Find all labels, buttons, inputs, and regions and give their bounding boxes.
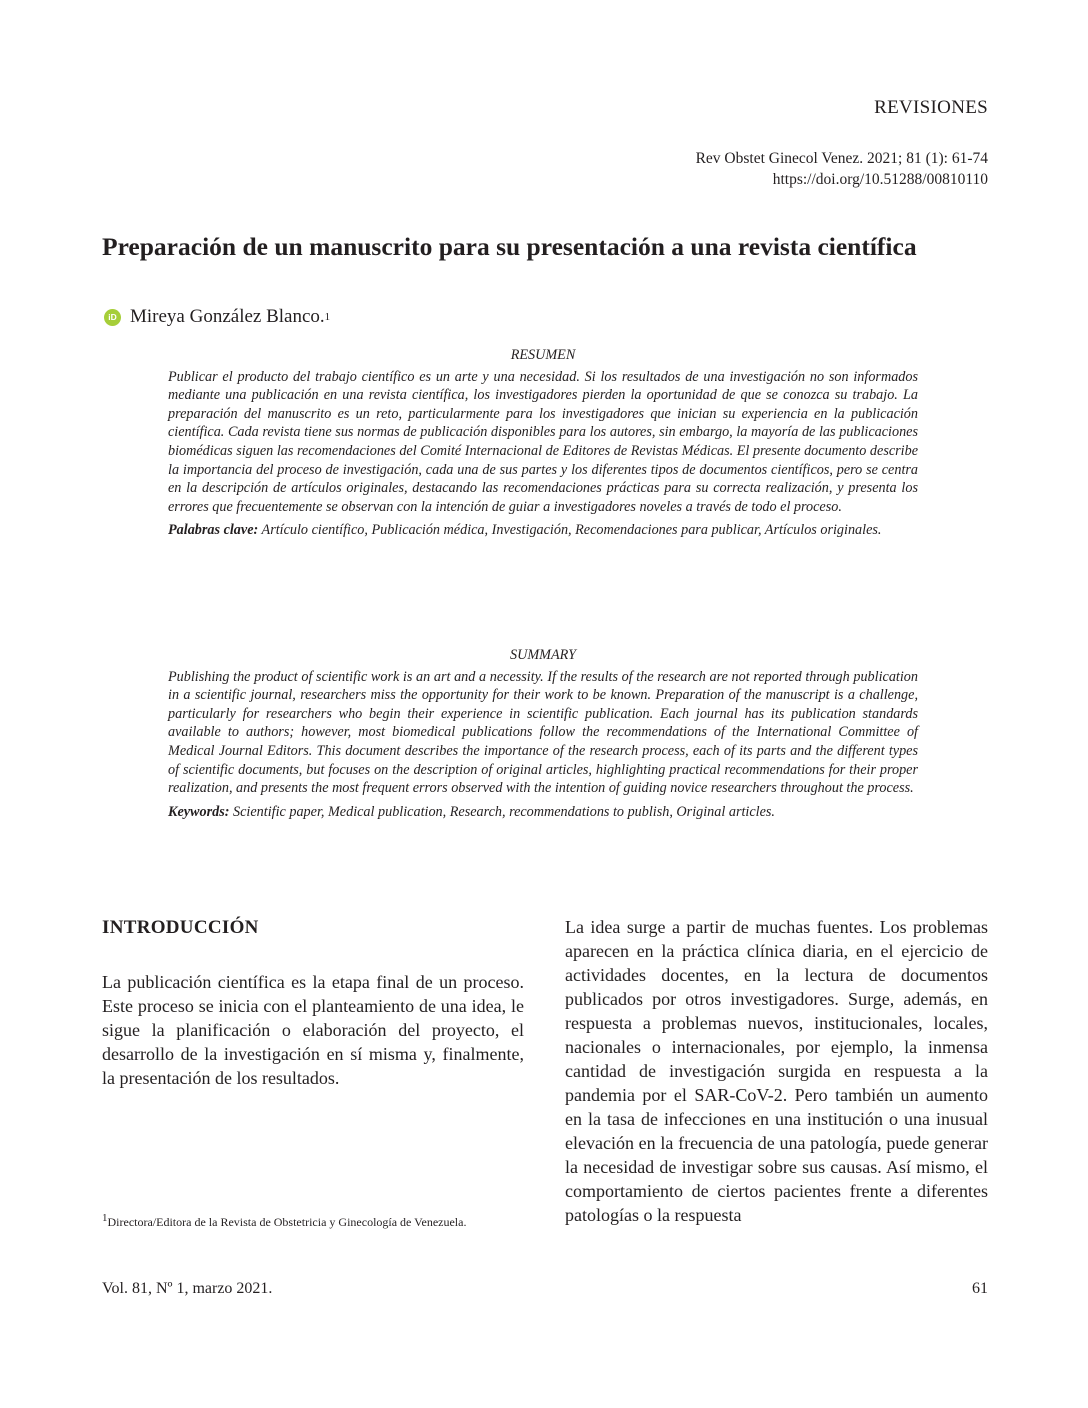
footnote — [102, 1212, 467, 1230]
orcid-icon[interactable]: iD — [104, 309, 121, 326]
resumen-keywords — [168, 521, 918, 540]
summary-keywords-list: Scientific paper, Medical publication, Research, recommendations to publish, Original articles. — [233, 803, 775, 820]
summary-heading: SUMMARY — [510, 647, 576, 663]
intro-heading: INTRODUCCIÓN — [102, 917, 259, 938]
page-number: 61 — [972, 1280, 988, 1297]
author-line: iD Mireya González Blanco. 1 — [104, 306, 330, 328]
issue-info: Vol. 81, Nº 1, marzo 2021. — [102, 1280, 273, 1297]
summary-keywords — [168, 803, 918, 822]
resumen-text: Publicar el producto del trabajo científico es un arte y una necesidad. Si los resultados de una investigación no son informados mediante una publicación en una revista científica, los investigadores pierden la oportunidad de que se conozca su trabajo. La preparación del manuscrito es un reto, particularmente para los investigadores que inician su experiencia en la publicación científica. Cada revista tiene sus normas de publicación disponibles para los autores, sin embargo, la mayoría de las publicaciones biomédicas siguen las recomendaciones del Comité Internacional de Editores de Revistas Médicas. El presente documento describe la importancia del proceso de investigación, cada una de sus partes y los diferentes tipos de documentos científicos, pero se centra en la descripción de artículos originales, destacando las recomendaciones prácticas para su correcta realización, y presenta los errores que frecuentemente se observan con la intención de guiar a investigadores noveles a través de todo el proceso. — [168, 368, 918, 515]
resumen-keywords-list: Artículo científico, Publicación médica, Investigación, Recomendaciones para publicar, Artículos originales. — [261, 522, 882, 539]
footnote-marker: 1 — [102, 1212, 108, 1224]
summary-keywords-label: Keywords: — [168, 803, 230, 820]
intro-left-column: La publicación científica es la etapa final de un proceso. Este proceso se inicia con el planteamiento de una idea, le sigue la planificación o elaboración del proyecto, el desarrollo de la investigación en sí misma y, finalmente, la presentación de los resultados. — [102, 972, 524, 1088]
author-name: Mireya González Blanco. — [130, 306, 325, 327]
summary-section — [168, 646, 918, 821]
summary-text: Publishing the product of scientific work is an art and a necessity. If the results of the research are not reported through publication in a scientific journal, researchers miss the opportunity for their work to be known. Preparation of the manuscript is a challenge, particularly for researchers who begin their experience in scientific publication. Each journal has its publication standards available to authors; however, most biomedical publications follow the recommendations of the International Committee of Medical Journal Editors. This document describes the importance of the research process, each of its parts and the different types of scientific documents, but focuses on the description of original articles, highlighting practical recommendations for their proper realization, and presents the most frequent errors observed with the intention of guiding novice researchers throughout the process. — [168, 668, 918, 797]
article-title: Preparación de un manuscrito para su presentación a una revista científica — [102, 232, 917, 261]
journal-citation: Rev Obstet Ginecol Venez. 2021; 81 (1): 61-74 — [695, 150, 988, 167]
doi-link[interactable]: https://doi.org/10.51288/00810110 — [772, 171, 988, 188]
resumen-keywords-label: Palabras clave: — [168, 522, 259, 539]
citation-block — [696, 148, 988, 190]
intro-right-column: La idea surge a partir de muchas fuentes. Los problemas aparecen en la práctica clínica diaria, en el ejercicio de actividades docentes, en la lectura de documentos publicados por otros investigadores. Surge, además, en respuesta a problemas nuevos, institucionales, locales, nacionales o internacionales, por ejemplo, la inmensa cantidad de investigación surgida en respuesta a la pandemia por el SAR-CoV-2. Pero también un aumento en la tasa de infecciones en una institución o una inusual elevación en la frecuencia de una patología, puede generar la necesidad de investigar sobre sus causas. Así mismo, el comportamiento de ciertos pacientes frente a diferentes patologías o la respuesta — [565, 917, 988, 1225]
resumen-heading: RESUMEN — [510, 347, 576, 363]
footnote-text: Directora/Editora de la Revista de Obstetricia y Ginecología de Venezuela. — [107, 1215, 467, 1229]
resumen-section — [168, 346, 918, 540]
section-label: REVISIONES — [874, 97, 988, 118]
